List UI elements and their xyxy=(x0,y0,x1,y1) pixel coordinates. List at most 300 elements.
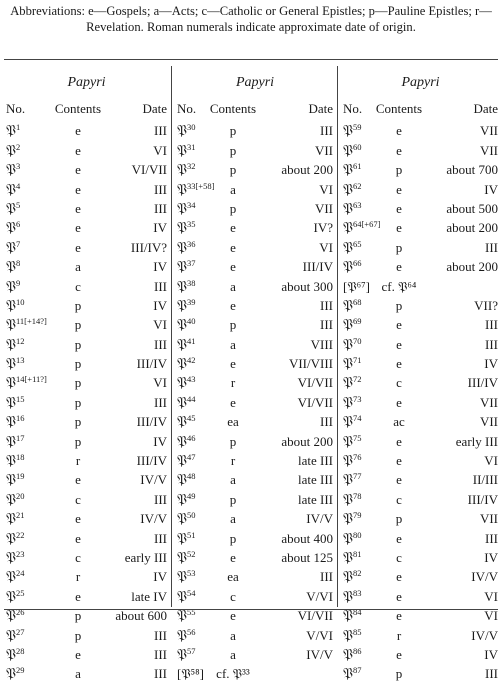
papyrus-symbol: 𝔓 xyxy=(177,278,187,295)
papyrus-symbol: 𝔓 xyxy=(6,220,16,237)
table-row xyxy=(343,587,498,606)
papyrus-number xyxy=(343,354,361,374)
papyrus-index: 59 xyxy=(352,122,362,133)
contents-cell: p xyxy=(395,162,403,178)
papyrus-index: 53 xyxy=(186,568,196,579)
table-row xyxy=(177,257,333,276)
papyrus-index: 6 xyxy=(15,219,21,230)
contents-cell: p xyxy=(74,317,82,333)
papyrus-index: 76 xyxy=(352,452,362,463)
papyrus-number xyxy=(6,509,24,529)
contents-cell: e xyxy=(396,569,402,585)
date-cell: III xyxy=(485,336,498,352)
papyrus-index: 39 xyxy=(186,296,196,307)
papyrus-number xyxy=(343,141,361,161)
table-row xyxy=(6,180,167,199)
papyrus-number xyxy=(6,354,24,374)
column-title: Papyri xyxy=(235,75,275,90)
papyrus-number xyxy=(177,121,195,141)
table-row xyxy=(177,412,333,431)
column-title: Papyri xyxy=(67,75,106,90)
papyrus-symbol: 𝔓 xyxy=(177,608,187,625)
papyrus-symbol: 𝔓 xyxy=(343,394,353,411)
papyrus-index: 11[+14?] xyxy=(15,316,47,327)
contents-cell: a xyxy=(230,336,236,352)
table-row xyxy=(6,412,167,431)
date-cell: late III xyxy=(297,453,333,469)
date-cell: III xyxy=(154,394,167,410)
contents-cell: p xyxy=(229,433,237,449)
papyrus-symbol: 𝔓 xyxy=(343,259,353,276)
date-cell: III xyxy=(320,414,333,430)
papyrus-symbol: 𝔓 xyxy=(177,297,187,314)
papyrus-index: 28 xyxy=(15,645,25,656)
papyrus-symbol: 𝔓 xyxy=(343,491,353,508)
table-row xyxy=(6,121,167,140)
papyrus-number xyxy=(177,277,195,297)
papyrus-symbol: 𝔓 xyxy=(177,530,187,547)
table-row xyxy=(177,315,333,334)
papyrus-number xyxy=(177,393,195,413)
contents-cell: r xyxy=(230,375,236,391)
papyrus-symbol: 𝔓 xyxy=(177,588,187,605)
papyrus-number xyxy=(6,121,20,141)
papyrus-index: 60 xyxy=(352,141,362,152)
papyrus-symbol: 𝔓 xyxy=(343,414,353,431)
papyrus-symbol: 𝔓 xyxy=(6,162,16,179)
papyrus-symbol: 𝔓 xyxy=(6,646,16,663)
papyrus-index: 30 xyxy=(186,122,196,133)
header-contents: Contents xyxy=(209,101,257,116)
table-row xyxy=(343,160,498,179)
contents-cell: e xyxy=(396,646,402,662)
papyrus-index: 1 xyxy=(15,122,21,133)
contents-cell: p xyxy=(229,491,237,507)
contents-cell: e xyxy=(396,472,402,488)
date-cell: early III xyxy=(124,549,167,565)
contents-cell: e xyxy=(396,608,402,624)
contents-cell: cf. 𝔓⁶⁴ xyxy=(381,278,417,294)
table-row xyxy=(177,626,333,645)
date-cell: III xyxy=(154,627,167,643)
papyrus-number xyxy=(343,664,361,684)
papyrus-symbol: 𝔓 xyxy=(343,297,353,314)
contents-cell: a xyxy=(75,666,81,682)
papyrus-index: 44 xyxy=(186,393,196,404)
papyrus-index: 50 xyxy=(186,510,196,521)
papyrus-number xyxy=(177,451,195,471)
table-row xyxy=(177,354,333,373)
contents-cell: e xyxy=(396,123,402,139)
papyrus-number xyxy=(177,587,195,607)
date-cell: VI xyxy=(484,588,498,604)
contents-cell: p xyxy=(74,394,82,410)
date-cell: III xyxy=(154,666,167,682)
papyrus-symbol: 𝔓 xyxy=(177,549,187,566)
papyri-column-1 xyxy=(6,74,167,683)
table-row xyxy=(6,393,167,412)
papyrus-number xyxy=(6,315,47,335)
contents-cell: e xyxy=(230,356,236,372)
table-row xyxy=(343,509,498,528)
papyrus-symbol: 𝔓 xyxy=(177,511,187,528)
contents-cell: a xyxy=(230,627,236,643)
table-row xyxy=(177,160,333,179)
date-cell: VI xyxy=(319,239,333,255)
date-cell: IV xyxy=(153,259,167,275)
contents-cell: c xyxy=(75,549,81,565)
table-row xyxy=(343,645,498,664)
papyrus-index: 22 xyxy=(15,529,25,540)
contents-cell: a xyxy=(230,181,236,197)
contents-cell: r xyxy=(396,627,402,643)
header-row xyxy=(343,99,498,118)
papyrus-index: 42 xyxy=(186,355,196,366)
papyrus-index: 86 xyxy=(352,645,362,656)
date-cell: late IV xyxy=(131,588,167,604)
papyrus-index: 16 xyxy=(15,413,25,424)
papyrus-symbol: 𝔓 xyxy=(6,414,16,431)
papyrus-number xyxy=(177,432,195,452)
papyrus-index: 38 xyxy=(186,277,196,288)
contents-cell: e xyxy=(396,259,402,275)
date-cell: VI xyxy=(153,142,167,158)
date-cell: VII/VIII xyxy=(288,356,333,372)
table-row xyxy=(6,257,167,276)
papyrus-symbol: 𝔓 xyxy=(177,142,187,159)
contents-cell: e xyxy=(396,200,402,216)
papyrus-number xyxy=(343,218,380,238)
papyrus-index: 51 xyxy=(186,529,196,540)
date-cell: III xyxy=(154,491,167,507)
papyrus-index: 64[+67] xyxy=(352,219,381,230)
date-cell: IV xyxy=(484,356,498,372)
papyrus-symbol: 𝔓 xyxy=(343,453,353,470)
papyrus-number xyxy=(177,509,195,529)
table-row xyxy=(343,199,498,218)
papyrus-index: 3 xyxy=(15,161,21,172)
papyrus-symbol: 𝔓 xyxy=(343,433,353,450)
abbreviations-caption: Abbreviations: e—Gospels; a—Acts; c—Catholic or General Epistles; p—Pauline Epistles; r—Revelation. Roman numerals indicate approximate date of origin. xyxy=(10,4,492,34)
contents-cell: ac xyxy=(393,414,405,430)
contents-cell: e xyxy=(75,472,81,488)
papyrus-index: 41 xyxy=(186,335,196,346)
table-rows xyxy=(6,121,167,683)
contents-cell: a xyxy=(230,278,236,294)
papyrus-index: 61 xyxy=(352,161,362,172)
table-row xyxy=(6,218,167,237)
papyrus-number xyxy=(6,412,24,432)
table-row xyxy=(343,257,498,276)
table-row xyxy=(343,664,498,683)
contents-cell: p xyxy=(229,200,237,216)
table-row xyxy=(177,509,333,528)
papyrus-symbol: 𝔓 xyxy=(343,142,353,159)
contents-cell: e xyxy=(230,394,236,410)
table-row xyxy=(343,218,498,237)
table-row xyxy=(177,277,333,296)
papyrus-symbol: 𝔓 xyxy=(6,181,16,198)
date-cell: III xyxy=(154,530,167,546)
contents-cell: e xyxy=(396,453,402,469)
header-row xyxy=(177,99,333,118)
table-row xyxy=(343,335,498,354)
contents-cell: e xyxy=(75,646,81,662)
date-cell: III/IV? xyxy=(130,239,167,255)
table-rows xyxy=(177,121,333,683)
papyrus-number xyxy=(6,393,24,413)
papyrus-symbol: 𝔓 xyxy=(343,549,353,566)
header-row xyxy=(6,99,167,118)
date-cell: late III xyxy=(297,472,333,488)
papyrus-index: 73 xyxy=(352,393,362,404)
papyrus-number xyxy=(177,335,195,355)
contents-cell: p xyxy=(74,608,82,624)
date-cell: about 200 xyxy=(446,259,498,275)
papyrus-symbol: 𝔓 xyxy=(6,453,16,470)
papyrus-number xyxy=(6,490,24,510)
table-row xyxy=(343,626,498,645)
papyrus-symbol: 𝔓 xyxy=(6,627,16,644)
papyrus-number xyxy=(177,645,195,665)
table-row xyxy=(177,529,333,548)
papyrus-symbol: 𝔓 xyxy=(177,414,187,431)
header-contents: Contents xyxy=(375,101,423,116)
table-row xyxy=(177,141,333,160)
contents-cell: e xyxy=(75,181,81,197)
papyrus-number xyxy=(6,548,24,568)
table-row xyxy=(6,141,167,160)
papyrus-index: 45 xyxy=(186,413,196,424)
papyrus-symbol: 𝔓 xyxy=(6,375,16,392)
header-contents: Contents xyxy=(54,101,102,116)
papyrus-number: [𝔓⁶⁷] xyxy=(343,278,370,294)
papyrus-index: 80 xyxy=(352,529,362,540)
date-cell: IV xyxy=(484,181,498,197)
table-row xyxy=(177,664,333,683)
papyrus-number xyxy=(343,490,361,510)
papyrus-index: 55 xyxy=(186,607,196,618)
papyrus-number xyxy=(6,626,24,646)
papyrus-symbol: 𝔓 xyxy=(6,259,16,276)
table-row xyxy=(177,296,333,315)
date-cell: IV? xyxy=(313,220,333,236)
contents-cell: r xyxy=(75,453,81,469)
papyrus-number xyxy=(6,257,20,277)
papyrus-number xyxy=(6,335,24,355)
papyrus-index: 24 xyxy=(15,568,25,579)
date-cell: III xyxy=(320,297,333,313)
papyrus-index: 47 xyxy=(186,452,196,463)
contents-cell: e xyxy=(75,142,81,158)
contents-cell: e xyxy=(75,123,81,139)
table-row xyxy=(6,315,167,334)
date-cell: VI xyxy=(153,317,167,333)
table-row xyxy=(177,432,333,451)
contents-cell: e xyxy=(396,317,402,333)
contents-cell: p xyxy=(395,666,403,682)
papyrus-index: 79 xyxy=(352,510,362,521)
column-divider-2 xyxy=(337,66,338,607)
date-cell: III/IV xyxy=(136,414,167,430)
papyrus-symbol: 𝔓 xyxy=(6,608,16,625)
contents-cell: e xyxy=(75,530,81,546)
papyrus-index: 15 xyxy=(15,393,25,404)
contents-cell: c xyxy=(75,491,81,507)
table-row xyxy=(343,567,498,586)
papyrus-symbol: 𝔓 xyxy=(177,569,187,586)
contents-cell: c xyxy=(396,491,402,507)
table-row xyxy=(6,509,167,528)
date-cell: IV xyxy=(153,220,167,236)
contents-cell: e xyxy=(396,142,402,158)
date-cell: III xyxy=(485,239,498,255)
papyrus-index: 9 xyxy=(15,277,21,288)
papyrus-index: 35 xyxy=(186,219,196,230)
papyrus-index: 71 xyxy=(352,355,362,366)
papyrus-number xyxy=(177,354,195,374)
contents-cell: e xyxy=(75,511,81,527)
contents-cell: e xyxy=(396,181,402,197)
papyrus-index: 52 xyxy=(186,548,196,559)
contents-cell: c xyxy=(230,588,236,604)
contents-cell: ea xyxy=(227,414,239,430)
papyrus-number xyxy=(6,141,20,161)
contents-cell: e xyxy=(75,239,81,255)
contents-cell: e xyxy=(230,239,236,255)
papyrus-number xyxy=(177,296,195,316)
papyrus-index: 43 xyxy=(186,374,196,385)
date-cell: about 700 xyxy=(446,162,498,178)
papyrus-number xyxy=(343,296,361,316)
papyrus-index: 27 xyxy=(15,626,25,637)
papyrus-index: 68 xyxy=(352,296,362,307)
papyrus-symbol: 𝔓 xyxy=(343,317,353,334)
papyrus-symbol: 𝔓 xyxy=(177,375,187,392)
papyrus-symbol: 𝔓 xyxy=(343,123,353,140)
date-cell: III xyxy=(154,123,167,139)
papyrus-index: 81 xyxy=(352,548,362,559)
date-cell: III xyxy=(154,646,167,662)
date-cell: III xyxy=(320,317,333,333)
date-cell: VI/VII xyxy=(297,394,333,410)
papyrus-index: 84 xyxy=(352,607,362,618)
table-row xyxy=(343,490,498,509)
table-row xyxy=(343,141,498,160)
papyrus-index: 20 xyxy=(15,490,25,501)
papyrus-number xyxy=(343,160,361,180)
date-cell: III xyxy=(154,278,167,294)
papyrus-symbol: 𝔓 xyxy=(343,608,353,625)
date-cell: VI/VII xyxy=(297,375,333,391)
papyrus-symbol: 𝔓 xyxy=(177,162,187,179)
date-cell: III/IV xyxy=(467,375,498,391)
contents-cell: c xyxy=(75,278,81,294)
papyrus-number xyxy=(343,180,361,200)
papyrus-number xyxy=(343,393,361,413)
papyrus-number xyxy=(6,664,24,684)
table-row xyxy=(6,277,167,296)
top-rule xyxy=(4,59,498,60)
papyrus-symbol: 𝔓 xyxy=(177,491,187,508)
papyrus-index: 37 xyxy=(186,258,196,269)
papyrus-index: 70 xyxy=(352,335,362,346)
date-cell: IV/V xyxy=(471,627,498,643)
papyrus-symbol: 𝔓 xyxy=(177,627,187,644)
papyrus-index: 33[+58] xyxy=(186,180,215,191)
date-cell: III/IV xyxy=(302,259,333,275)
contents-cell: p xyxy=(74,375,82,391)
contents-cell: e xyxy=(396,356,402,372)
date-cell: about 200 xyxy=(446,220,498,236)
papyrus-symbol: 𝔓 xyxy=(6,394,16,411)
papyrus-number xyxy=(177,626,195,646)
papyrus-symbol: 𝔓 xyxy=(6,569,16,586)
papyrus-number xyxy=(6,180,20,200)
date-cell: about 500 xyxy=(446,200,498,216)
papyrus-symbol: 𝔓 xyxy=(6,200,16,217)
papyrus-index: 23 xyxy=(15,548,25,559)
contents-cell: e xyxy=(75,588,81,604)
contents-cell: e xyxy=(396,433,402,449)
papyrus-number xyxy=(6,218,20,238)
papyrus-number xyxy=(343,645,361,665)
papyrus-number xyxy=(343,451,361,471)
papyrus-index: 87 xyxy=(352,665,362,676)
papyrus-index: 32 xyxy=(186,161,196,172)
papyrus-number xyxy=(177,548,195,568)
papyrus-symbol: 𝔓 xyxy=(177,433,187,450)
papyrus-number xyxy=(177,490,195,510)
papyrus-index: 74 xyxy=(352,413,362,424)
table-row xyxy=(6,238,167,257)
contents-cell: e xyxy=(230,259,236,275)
papyrus-number xyxy=(6,296,24,316)
table-row xyxy=(177,645,333,664)
table-row xyxy=(6,470,167,489)
table-row xyxy=(6,354,167,373)
date-cell: III xyxy=(154,200,167,216)
contents-cell: e xyxy=(396,220,402,236)
date-cell: III/IV xyxy=(136,453,167,469)
contents-cell: p xyxy=(229,530,237,546)
contents-cell: e xyxy=(396,530,402,546)
papyrus-number xyxy=(343,238,361,258)
papyrus-number xyxy=(177,470,195,490)
table-row xyxy=(177,567,333,586)
papyrus-index: 25 xyxy=(15,587,25,598)
contents-cell: a xyxy=(230,646,236,662)
table-row xyxy=(6,373,167,392)
date-cell: VIII xyxy=(310,336,333,352)
contents-cell: e xyxy=(75,162,81,178)
papyri-column-3 xyxy=(343,74,498,683)
papyrus-symbol: 𝔓 xyxy=(343,356,353,373)
papyrus-number xyxy=(343,315,361,335)
papyrus-index: 31 xyxy=(186,141,196,152)
date-cell: IV xyxy=(484,646,498,662)
papyrus-symbol: 𝔓 xyxy=(6,511,16,528)
papyrus-number xyxy=(6,645,24,665)
papyrus-index: 2 xyxy=(15,141,21,152)
bottom-rule xyxy=(4,609,498,610)
papyrus-symbol: 𝔓 xyxy=(6,666,16,683)
table-row xyxy=(6,451,167,470)
date-cell: VI/VII xyxy=(297,608,333,624)
date-cell: III xyxy=(320,569,333,585)
table-row xyxy=(343,180,498,199)
header-no: No. xyxy=(177,101,197,116)
